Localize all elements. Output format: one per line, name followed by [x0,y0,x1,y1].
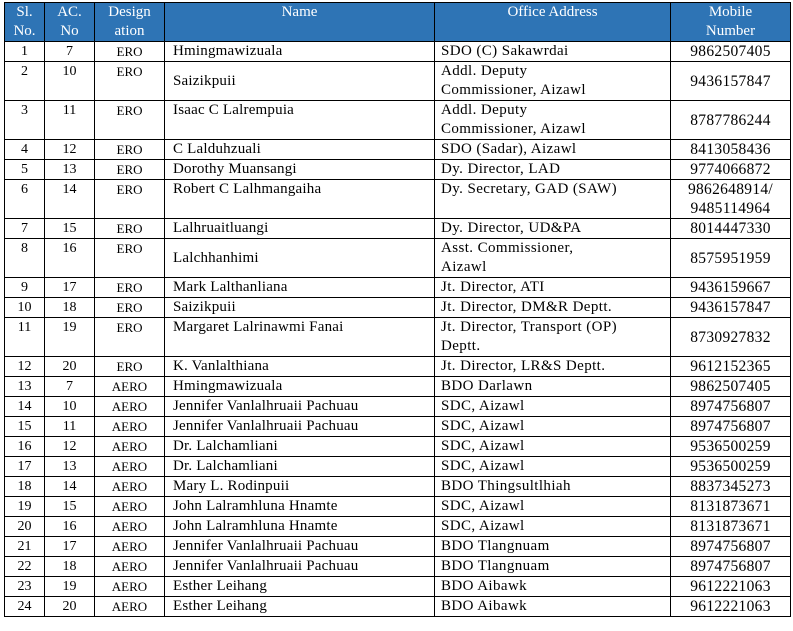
cell-mobile [671,397,791,417]
cell-designation: ERO [95,62,165,101]
cell-office-line: Jt. Director, ATI [441,279,545,295]
cell-office-line: Deptt. [441,338,481,354]
table-row [5,140,791,160]
cell-office [435,318,671,357]
cell-mobile-line: 8974756807 [690,418,771,435]
cell-mobile-line: 8974756807 [690,398,771,415]
cell-mobile [671,180,791,219]
cell-ac: 18 [45,298,95,318]
cell-mobile-line: 9536500259 [690,438,771,455]
cell-designation: ERO [95,318,165,357]
header-designation: Design ation [95,3,165,42]
table-row [5,160,791,180]
table-row [5,278,791,298]
cell-office [435,219,671,239]
cell-sl: 16 [5,437,45,457]
cell-sl: 4 [5,140,45,160]
cell-office [435,62,671,101]
cell-office-line: BDO Aibawk [441,578,528,594]
cell-mobile-line: 9862648914/ [687,181,774,198]
header-ac: AC. No [45,3,95,42]
cell-mobile [671,577,791,597]
cell-mobile-line: 9436157847 [690,299,771,316]
cell-mobile [671,160,791,180]
table-row [5,377,791,397]
cell-sl: 11 [5,318,45,357]
cell-designation: ERO [95,239,165,278]
cell-mobile-line: 8974756807 [690,538,771,555]
table-row [5,557,791,577]
cell-sl: 15 [5,417,45,437]
cell-ac: 17 [45,278,95,298]
cell-office-line: Commissioner, Aizawl [441,121,586,137]
table-row [5,457,791,477]
cell-office-line: Commissioner, Aizawl [441,82,586,98]
cell-office [435,42,671,62]
cell-designation: AERO [95,597,165,617]
cell-office-line: SDO (C) Sakawrdai [441,43,569,59]
cell-name: K. Vanlalthiana [165,357,435,377]
cell-office-line: SDO (Sadar), Aizawl [441,141,577,157]
cell-name: Jennifer Vanlalhruaii Pachuau [165,397,435,417]
cell-designation: ERO [95,357,165,377]
cell-office [435,597,671,617]
cell-designation: ERO [95,160,165,180]
cell-mobile-line: 8014447330 [690,220,771,237]
cell-designation: ERO [95,298,165,318]
cell-ac: 12 [45,140,95,160]
header-row [5,3,791,42]
cell-office [435,417,671,437]
cell-designation: AERO [95,577,165,597]
cell-designation: AERO [95,497,165,517]
cell-office-line: Asst. Commissioner, [441,240,574,256]
cell-ac: 19 [45,318,95,357]
cell-ac: 11 [45,101,95,140]
cell-office [435,101,671,140]
cell-office-line: Dy. Secretary, GAD (SAW) [441,181,617,197]
cell-office-line: Jt. Director, DM&R Deptt. [441,299,613,315]
cell-office [435,377,671,397]
cell-mobile [671,278,791,298]
cell-office-line: SDC, Aizawl [441,418,525,434]
cell-designation: AERO [95,557,165,577]
cell-mobile-line: 9536500259 [690,458,771,475]
cell-designation: ERO [95,180,165,219]
table-row [5,180,791,219]
cell-ac: 10 [45,62,95,101]
table-row [5,477,791,497]
cell-designation: ERO [95,42,165,62]
cell-sl: 19 [5,497,45,517]
cell-office-line: Addl. Deputy [441,63,528,79]
cell-office [435,517,671,537]
table-row [5,318,791,357]
cell-ac: 20 [45,597,95,617]
cell-sl: 13 [5,377,45,397]
cell-name: John Lalramhluna Hnamte [165,517,435,537]
cell-name: Mark Lalthanliana [165,278,435,298]
cell-sl: 5 [5,160,45,180]
cell-name: Jennifer Vanlalhruaii Pachuau [165,537,435,557]
cell-name: Saizikpuii [165,298,435,318]
cell-mobile [671,417,791,437]
cell-name: Lalchhanhimi [165,239,435,278]
officer-table [4,2,791,617]
cell-mobile [671,62,791,101]
cell-office [435,477,671,497]
cell-office [435,497,671,517]
cell-mobile-line: 9485114964 [690,200,771,217]
cell-sl: 22 [5,557,45,577]
cell-mobile-line: 9612152365 [690,358,771,375]
cell-office [435,357,671,377]
cell-ac: 10 [45,397,95,417]
table-row [5,537,791,557]
cell-mobile [671,101,791,140]
cell-ac: 13 [45,457,95,477]
cell-mobile [671,557,791,577]
cell-ac: 17 [45,537,95,557]
cell-sl: 6 [5,180,45,219]
cell-office [435,239,671,278]
table-row [5,42,791,62]
cell-designation: ERO [95,278,165,298]
cell-name: Dorothy Muansangi [165,160,435,180]
cell-office-line: BDO Tlangnuam [441,538,550,554]
header-name: Name [165,3,435,42]
cell-sl: 14 [5,397,45,417]
cell-designation: ERO [95,140,165,160]
cell-mobile [671,239,791,278]
cell-name: Esther Leihang [165,597,435,617]
cell-name: Dr. Lalchamliani [165,437,435,457]
cell-office [435,298,671,318]
cell-mobile-line: 9862507405 [690,378,771,395]
cell-name: Jennifer Vanlalhruaii Pachuau [165,557,435,577]
cell-office-line: BDO Darlawn [441,378,533,394]
cell-ac: 15 [45,219,95,239]
cell-mobile [671,219,791,239]
cell-name: Hmingmawizuala [165,42,435,62]
cell-ac: 15 [45,497,95,517]
cell-designation: AERO [95,437,165,457]
cell-mobile-line: 9862507405 [690,43,771,60]
table-row [5,101,791,140]
cell-sl: 3 [5,101,45,140]
cell-name: Jennifer Vanlalhruaii Pachuau [165,417,435,437]
cell-designation: AERO [95,457,165,477]
cell-mobile-line: 9436157847 [690,72,771,90]
cell-mobile [671,140,791,160]
cell-designation: AERO [95,537,165,557]
cell-ac: 18 [45,557,95,577]
table-row [5,517,791,537]
cell-office [435,140,671,160]
header-office: Office Address [435,3,671,42]
cell-mobile [671,42,791,62]
cell-office [435,537,671,557]
cell-ac: 16 [45,517,95,537]
cell-mobile-line: 9612221063 [690,578,771,595]
table-row [5,62,791,101]
cell-mobile [671,517,791,537]
cell-ac: 14 [45,477,95,497]
cell-office-line: SDC, Aizawl [441,498,525,514]
cell-mobile [671,537,791,557]
cell-office [435,437,671,457]
cell-office [435,397,671,417]
cell-office-line: Addl. Deputy [441,102,528,118]
cell-mobile-line: 8413058436 [690,141,771,158]
cell-mobile-line: 9436159667 [690,279,771,296]
cell-mobile [671,377,791,397]
cell-office-line: SDC, Aizawl [441,458,525,474]
cell-designation: AERO [95,417,165,437]
cell-name: Margaret Lalrinawmi Fanai [165,318,435,357]
cell-sl: 24 [5,597,45,617]
cell-name: Dr. Lalchamliani [165,457,435,477]
cell-sl: 1 [5,42,45,62]
cell-designation: AERO [95,377,165,397]
cell-mobile-line: 8575951959 [690,249,771,267]
table-row [5,239,791,278]
cell-mobile-line: 9612221063 [690,598,771,615]
header-sl: Sl. No. [5,3,45,42]
cell-office-line: SDC, Aizawl [441,398,525,414]
cell-name: John Lalramhluna Hnamte [165,497,435,517]
cell-sl: 20 [5,517,45,537]
table-row [5,437,791,457]
cell-office-line: SDC, Aizawl [441,518,525,534]
cell-office [435,557,671,577]
cell-name: C Lalduhzuali [165,140,435,160]
cell-ac: 7 [45,42,95,62]
cell-mobile [671,437,791,457]
table-body [5,42,791,617]
cell-office [435,160,671,180]
cell-ac: 16 [45,239,95,278]
cell-ac: 11 [45,417,95,437]
cell-office-line: Aizawl [441,259,487,275]
cell-sl: 8 [5,239,45,278]
table-row [5,497,791,517]
cell-sl: 2 [5,62,45,101]
cell-mobile-line: 8730927832 [690,328,771,346]
cell-office-line: SDC, Aizawl [441,438,525,454]
table-row [5,417,791,437]
cell-designation: ERO [95,101,165,140]
cell-name: Robert C Lalhmangaiha [165,180,435,219]
cell-sl: 17 [5,457,45,477]
cell-ac: 20 [45,357,95,377]
cell-name: Esther Leihang [165,577,435,597]
cell-office [435,577,671,597]
cell-designation: AERO [95,517,165,537]
cell-ac: 19 [45,577,95,597]
cell-office [435,278,671,298]
cell-mobile-line: 8974756807 [690,558,771,575]
cell-name: Isaac C Lalrempuia [165,101,435,140]
cell-name: Lalhruaitluangi [165,219,435,239]
cell-mobile [671,357,791,377]
cell-designation: AERO [95,477,165,497]
cell-office-line: BDO Tlangnuam [441,558,550,574]
table-row [5,219,791,239]
cell-mobile-line: 9774066872 [690,161,771,178]
cell-office [435,457,671,477]
cell-office-line: Dy. Director, UD&PA [441,220,582,236]
header-mobile: Mobile Number [671,3,791,42]
table-row [5,357,791,377]
cell-sl: 12 [5,357,45,377]
cell-mobile [671,497,791,517]
cell-ac: 12 [45,437,95,457]
cell-office [435,180,671,219]
cell-mobile [671,298,791,318]
cell-sl: 21 [5,537,45,557]
cell-ac: 14 [45,180,95,219]
cell-office-line: Dy. Director, LAD [441,161,561,177]
table-row [5,597,791,617]
cell-mobile-line: 8787786244 [690,111,771,129]
cell-mobile-line: 8131873671 [690,498,771,515]
cell-designation: AERO [95,397,165,417]
cell-ac: 13 [45,160,95,180]
cell-mobile [671,457,791,477]
cell-ac: 7 [45,377,95,397]
cell-sl: 18 [5,477,45,497]
cell-office-line: BDO Thingsultlhiah [441,478,571,494]
cell-sl: 10 [5,298,45,318]
cell-name: Hmingmawizuala [165,377,435,397]
cell-name: Saizikpuii [165,62,435,101]
cell-mobile [671,477,791,497]
cell-sl: 23 [5,577,45,597]
cell-mobile-line: 8131873671 [690,518,771,535]
cell-office-line: BDO Aibawk [441,598,528,614]
table-row [5,298,791,318]
cell-mobile [671,597,791,617]
cell-office-line: Jt. Director, Transport (OP) [441,319,618,335]
cell-name: Mary L. Rodinpuii [165,477,435,497]
cell-sl: 9 [5,278,45,298]
cell-mobile [671,318,791,357]
cell-designation: ERO [95,219,165,239]
cell-mobile-line: 8837345273 [690,478,771,495]
cell-office-line: Jt. Director, LR&S Deptt. [441,358,606,374]
table-row [5,577,791,597]
table-row [5,397,791,417]
cell-sl: 7 [5,219,45,239]
